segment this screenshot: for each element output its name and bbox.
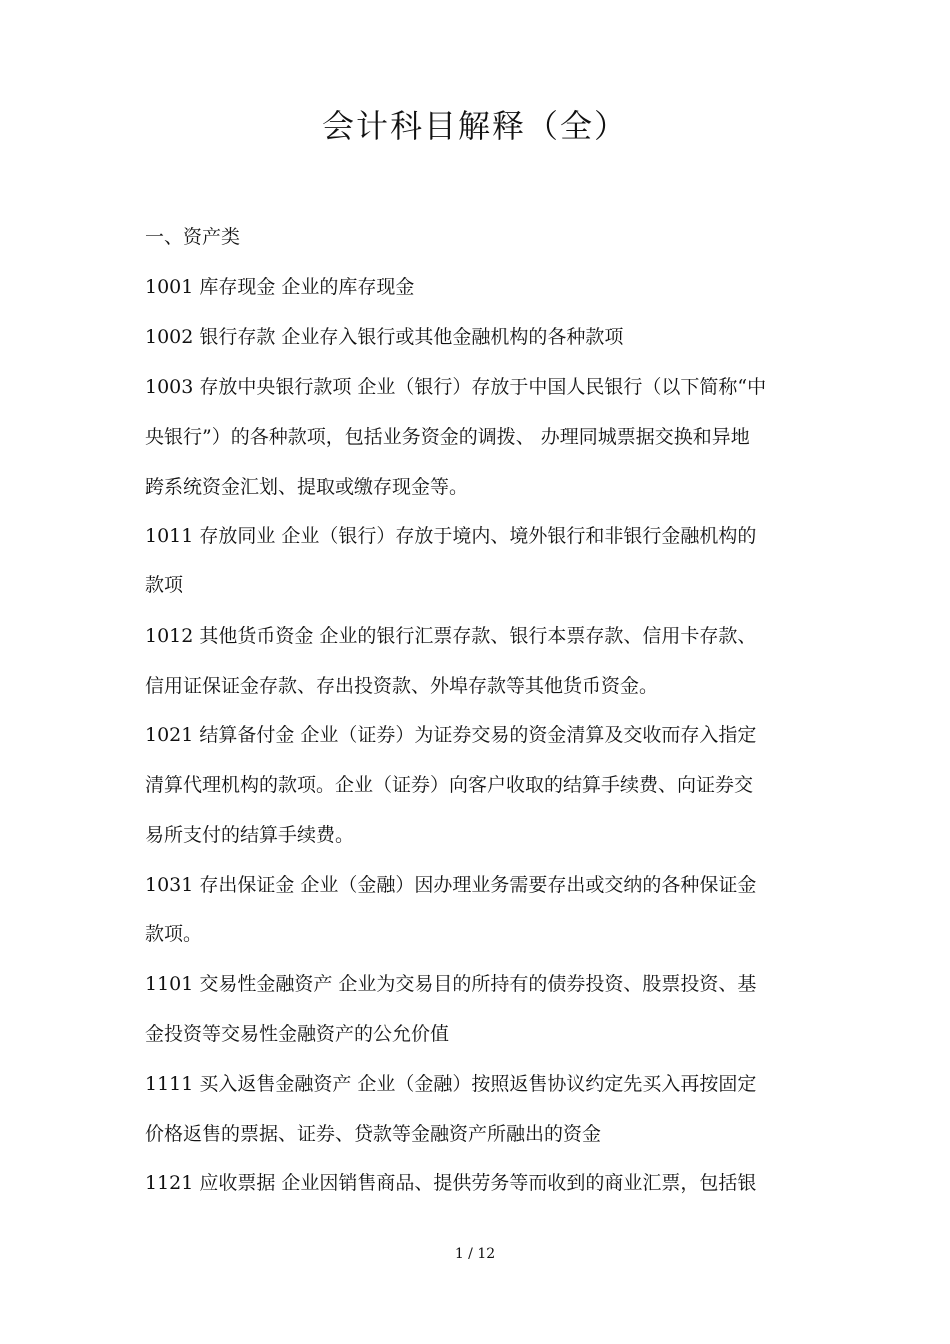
text-line: 1001 库存现金 企业的库存现金 [145,276,415,298]
text-line: 清算代理机构的款项。企业（证券）向客户收取的结算手续费、向证券交 [145,774,754,796]
text-line: 款项 [145,574,184,596]
text-line: 1101 交易性金融资产 企业为交易目的所持有的债券投资、股票投资、基 [145,973,757,995]
text-line: 1031 存出保证金 企业（金融）因办理业务需要存出或交纳的各种保证金 [145,874,757,896]
text-line: 价格返售的票据、证券、贷款等金融资产所融出的资金 [145,1123,602,1145]
text-line: 1111 买入返售金融资产 企业（金融）按照返售协议约定先买入再按固定 [145,1073,757,1095]
text-line: 1003 存放中央银行款项 企业（银行）存放于中国人民银行（以下简称“中 [145,376,767,398]
text-line: 信用证保证金存款、存出投资款、外埠存款等其他货币资金。 [145,675,659,697]
text-line: 易所支付的结算手续费。 [145,824,355,846]
section-heading: 一、资产类 [145,226,241,248]
text-line: 金投资等交易性金融资产的公允价值 [145,1023,450,1045]
document-title: 会计科目解释（全） [321,107,628,145]
text-line: 1012 其他货币资金 企业的银行汇票存款、银行本票存款、信用卡存款、 [145,625,757,647]
text-line: 1121 应收票据 企业因销售商品、提供劳务等而收到的商业汇票，包括银 [145,1172,757,1194]
text-line: 款项。 [145,923,203,945]
text-line: 1002 银行存款 企业存入银行或其他金融机构的各种款项 [145,326,624,348]
text-line: 1021 结算备付金 企业（证券）为证券交易的资金清算及交收而存入指定 [145,724,757,746]
text-line: 跨系统资金汇划、提取或缴存现金等。 [145,476,469,498]
text-line: 1011 存放同业 企业（银行）存放于境内、境外银行和非银行金融机构的 [145,525,757,547]
text-line: 央银行”）的各种款项，包括业务资金的调拨、 办理同城票据交换和异地 [145,426,750,448]
page-indicator: 1 / 12 [454,1246,496,1262]
